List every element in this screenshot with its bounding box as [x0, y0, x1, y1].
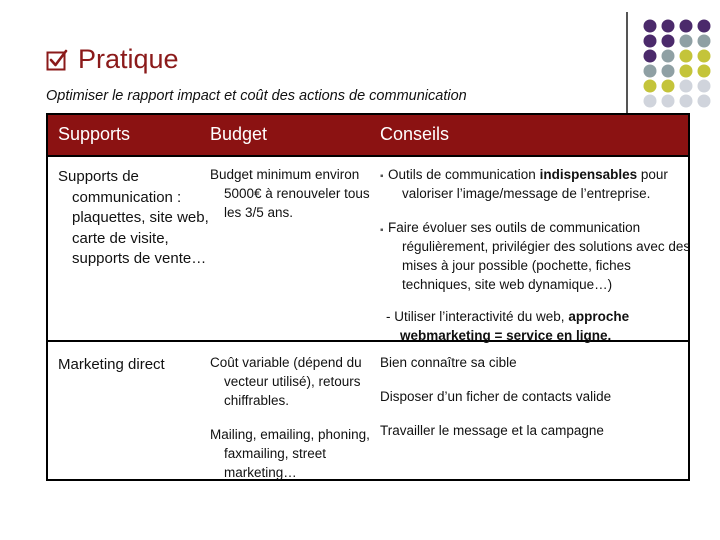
decorative-dot	[698, 80, 711, 93]
row2-budget-channels: Mailing, emailing, phoning, faxmailing, street marketing…	[210, 427, 370, 480]
table-divider	[48, 155, 688, 157]
decorative-dot	[680, 95, 693, 108]
decorative-dot	[644, 20, 657, 33]
table-header-row	[48, 115, 688, 155]
decorative-dot	[662, 95, 675, 108]
decorative-dot-grid	[642, 18, 718, 110]
checkbox-check-icon	[46, 49, 68, 71]
decorative-dot	[662, 35, 675, 48]
decorative-dot	[644, 35, 657, 48]
slide-subtitle: Optimiser le rapport impact et coût des actions de communication	[46, 88, 467, 104]
decorative-dot	[698, 20, 711, 33]
header-conseils: Conseils	[380, 124, 450, 144]
bullet: ▪	[380, 171, 384, 182]
decorative-dot	[644, 65, 657, 78]
decorative-dot	[662, 80, 675, 93]
decorative-dot	[680, 35, 693, 48]
decorative-dot	[698, 95, 711, 108]
decorative-dot	[644, 50, 657, 63]
bullet: ▪	[380, 225, 384, 236]
comparison-table	[46, 113, 690, 481]
row2-support: Marketing direct	[58, 356, 165, 373]
decorative-dot	[698, 65, 711, 78]
decorative-dot	[680, 65, 693, 78]
decorative-dot	[680, 80, 693, 93]
row2-budget-cost: Coût variable (dépend du vecteur utilisé), retours chiffrables.	[210, 355, 362, 408]
slide-title: Pratique	[78, 44, 179, 74]
decorative-dot	[662, 20, 675, 33]
row1-tip1: Outils de communication indispensables pour valoriser l’image/message de l’entreprise.	[388, 167, 668, 201]
row1-tip3: - Utiliser l’interactivité du web, approche webmarketing = service en ligne.	[386, 309, 630, 343]
slide-title-row	[46, 44, 179, 75]
row2-tip3: Travailler le message et la campagne	[380, 423, 604, 438]
row1-tip2: Faire évoluer ses outils de communication régulièrement, privilégier des solutions avec des mises à jour possible (pochette, fiches techniques, site web dynamique…)	[388, 220, 691, 292]
header-supports: Supports	[58, 124, 131, 144]
row2-tip2: Disposer d’un ficher de contacts valide	[380, 389, 612, 404]
decorative-dot	[698, 50, 711, 63]
header-budget: Budget	[210, 124, 268, 144]
row1-support: Supports de communication : plaquettes, site web, carte de visite, supports de vente…	[58, 168, 209, 267]
row1-budget: Budget minimum environ 5000€ à renouveler tous les 3/5 ans.	[210, 167, 370, 220]
row2-tip1: Bien connaître sa cible	[380, 355, 517, 370]
decorative-dot	[662, 65, 675, 78]
decorative-dot	[698, 35, 711, 48]
decorative-dot	[680, 20, 693, 33]
decorative-dot	[644, 80, 657, 93]
decorative-dot	[662, 50, 675, 63]
decorative-dot	[644, 95, 657, 108]
decorative-dot	[680, 50, 693, 63]
